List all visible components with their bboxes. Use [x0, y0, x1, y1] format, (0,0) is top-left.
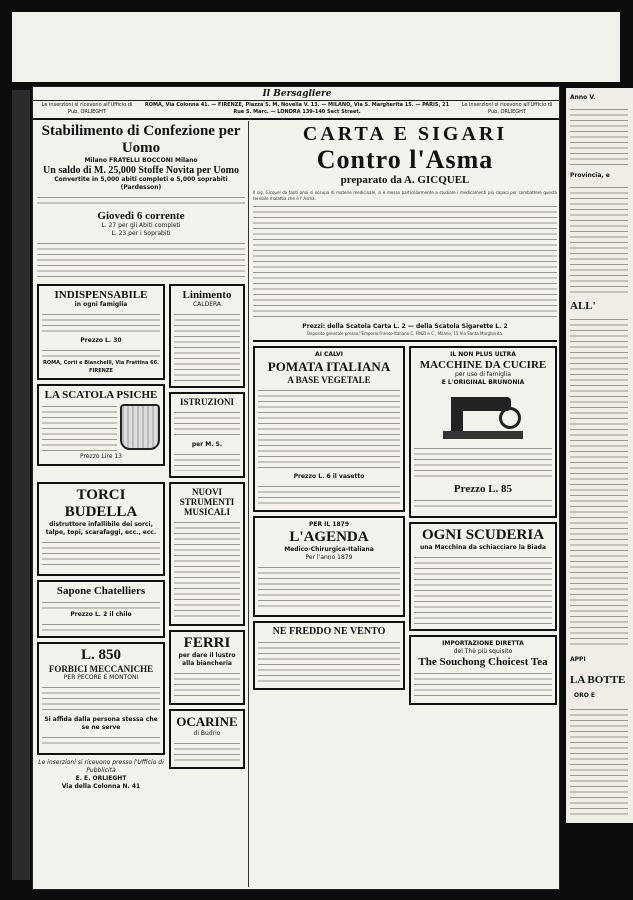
ad-linimento-sub: CALDERA	[192, 301, 222, 308]
ad-agenda-sub: Medico-Chirurgica-Italiana	[284, 545, 374, 553]
body-text	[174, 409, 240, 439]
body-text	[37, 240, 245, 280]
body-text	[258, 387, 400, 471]
body-text	[42, 621, 160, 631]
ad-sapone-title: Sapone Chatelliers	[56, 585, 146, 597]
ad-sapone-price: Prezzo L. 2 il chilo	[70, 611, 132, 618]
facing-year: Anno V.	[570, 94, 596, 101]
ad-ferri-title: FERRI	[183, 635, 231, 651]
ad-macchine-brand: E L'ORIGINAL BRUNONIA	[441, 378, 525, 386]
ad-agenda	[253, 516, 405, 617]
ad-ferri-sub: per dare il lustro alla biancheria	[178, 652, 236, 667]
ad-indispensabile-price: Prezzo L. 30	[80, 337, 122, 344]
body-text	[258, 564, 400, 610]
masthead: Il Bersagliere	[33, 87, 560, 101]
header-rule	[33, 118, 560, 120]
ad-torci-budella	[37, 482, 165, 576]
ad-indispensabile-title: INDISPENSABILE	[54, 289, 148, 301]
ad-ocarine-sub: di Budrio	[193, 730, 221, 737]
cover-sheet	[12, 12, 620, 82]
ad-pomata	[253, 346, 405, 512]
ad-bocconi-price1: L. 27 per gli Abiti completi	[101, 222, 181, 229]
ad-tea-sub: del Thè più squisito	[453, 647, 513, 655]
ad-carta-top: CARTA E SIGARI	[302, 123, 508, 145]
body-text	[42, 311, 160, 335]
facing-heading: ALL'	[570, 300, 596, 312]
header-left-note: Le inserzioni si ricevono all'Ufficio di Pub. ORLIEGHT	[41, 102, 133, 115]
body-text	[414, 554, 552, 624]
body-text	[174, 519, 240, 619]
body-text	[42, 403, 117, 451]
ad-carta-title: Contro l'Asma	[316, 145, 494, 174]
tin-box-icon	[120, 404, 160, 450]
body-text	[174, 451, 240, 471]
body-text	[42, 539, 160, 569]
ad-bocconi-price2: L. 23 per i Soprabiti	[111, 230, 171, 237]
facing-botte: LA BOTTE	[570, 674, 626, 686]
body-text	[42, 684, 160, 714]
ad-freddo-title: NE FREDDO NE VENTO	[272, 625, 386, 637]
ad-macchine-price: Prezzo L. 85	[453, 482, 513, 495]
footer-line3: Via della Colonna N. 41	[61, 783, 141, 790]
body-text	[42, 734, 160, 748]
ad-ocarine-title: OCARINE	[176, 714, 238, 729]
ad-bocconi-offer: Un saldo di M. 25,000 Stoffe Novita per Uomo	[43, 165, 239, 176]
ad-agenda-sub2: Per l'anno 1879	[305, 553, 353, 561]
ad-carta-intro: Il sig. Gicquel da tanti anni si occupa di materie medicinale, si è messo particolarmente a studiare i medicamenti più capaci per combattere questa terribile malattia che è l' Asma.	[253, 190, 557, 201]
column-divider	[248, 121, 249, 887]
ad-torci-sub: distruttore infallibile dei sorci, talpe, topi, scarafaggi, ecc., ecc.	[45, 521, 157, 536]
body-text	[570, 106, 628, 166]
facing-oro: ORO E	[574, 692, 596, 699]
ad-bocconi-day: Giovedi 6 corrente	[97, 210, 185, 222]
facing-appi: APPI	[570, 656, 586, 663]
body-text	[253, 203, 557, 321]
ad-carta-prices: Prezzi: della Scatola Carta L. 2 — della Scatola Sigarette L. 2	[302, 323, 508, 330]
ad-scuderia-sub: una Macchina da schiacciare la Biada	[419, 543, 547, 551]
ad-agenda-year: PER IL 1879	[308, 520, 350, 528]
ad-strumenti	[169, 482, 245, 626]
footer-line1: Le inserzioni si ricevono presso l'Ufficio di Pubblicità	[38, 759, 164, 774]
ad-carta-sigari	[253, 123, 557, 342]
binding-edge	[12, 90, 30, 880]
ad-forbici	[37, 642, 165, 755]
body-text	[414, 670, 552, 698]
ad-ferri	[169, 630, 245, 705]
classified-footer	[37, 759, 165, 791]
ad-tea-over: IMPORTAZIONE DIRETTA	[442, 639, 524, 647]
ad-sapone	[37, 580, 165, 638]
ad-forbici-note: Si affida dalla persona stessa che se ne serve	[44, 716, 158, 731]
ad-indispensabile-sub: in ogni famiglia	[74, 301, 128, 308]
ad-macchine-title: MACCHINE DA CUCIRE	[419, 358, 547, 371]
ad-bocconi-sub: Milano FRATELLI BOCCONI Milano	[84, 157, 198, 164]
ad-scatola-title: LA SCATOLA PSICHE	[44, 389, 158, 401]
ad-carta-by: preparato da A. GICQUEL	[340, 174, 470, 186]
ad-macchine-sub: per uso di famiglia	[455, 370, 511, 378]
body-text	[174, 311, 240, 381]
facing-provincia: Provincia, e	[570, 172, 610, 179]
ad-pomata-price: Prezzo L. 6 il vasetto	[293, 472, 365, 480]
ad-bocconi	[37, 123, 245, 280]
sewing-machine-icon	[443, 391, 523, 441]
ad-agenda-title: L'AGENDA	[289, 528, 369, 545]
ad-forbici-price: L. 850	[80, 647, 121, 663]
ad-istruzioni-title: ISTRUZIONI	[179, 397, 235, 407]
ad-pomata-title: POMATA ITALIANA	[267, 358, 391, 374]
facing-page-strip	[566, 88, 633, 823]
ad-macchine-over: IL NON PLUS ULTRA	[450, 350, 516, 358]
body-text	[414, 497, 552, 511]
ad-istruzioni	[169, 392, 245, 478]
body-text	[42, 347, 160, 357]
ad-indispensabile-address: ROMA, Corti e Bianchelli, Via Frattina 66. FIRENZE	[43, 360, 159, 374]
ad-ocarine	[169, 709, 245, 769]
ad-bocconi-title: Stabilimento di Confezione per Uomo	[41, 123, 241, 156]
right-column	[253, 123, 557, 709]
ad-freddo	[253, 621, 405, 690]
body-text	[42, 599, 160, 609]
ad-scatola-price: Prezzo Lire 13	[80, 453, 122, 460]
ad-torci-title: TORCI BUDELLA	[64, 487, 138, 520]
footer-line2: E. E. ORLIEGHT	[75, 775, 127, 782]
left-column	[37, 123, 245, 791]
ad-tea	[409, 635, 557, 705]
newspaper-page	[32, 86, 560, 890]
ad-scuderia-title: OGNI SCUDERIA	[421, 526, 545, 543]
body-text	[570, 184, 628, 294]
ad-linimento-title: Linimento	[182, 289, 232, 301]
ad-carta-depot: Deposito generale presso l'Emporio Franco-Italiano C. FINZI e C., Milano, 15 Via Santa Margherita.	[306, 331, 504, 336]
body-text	[570, 316, 628, 646]
ad-bocconi-offer2: Convertite in 5,000 abiti completi e 5,000 soprabiti (Pardesson)	[54, 176, 228, 191]
body-text	[570, 706, 628, 816]
ad-scuderia	[409, 522, 557, 631]
body-text	[174, 670, 240, 698]
ad-scatola-psiche	[37, 384, 165, 466]
body-text	[414, 445, 552, 481]
body-text	[174, 740, 240, 762]
ad-pomata-over: AI CALVI	[315, 350, 343, 358]
ad-forbici-title: FORBICI MECCANICHE	[48, 664, 154, 674]
body-text	[258, 483, 400, 505]
ad-macchine	[409, 346, 557, 518]
body-text	[258, 639, 400, 683]
ad-istruzioni-sub: per M. S.	[191, 441, 223, 448]
ad-strumenti-title: NUOVI STRUMENTI MUSICALI	[179, 487, 235, 517]
header-addresses: ROMA, Via Colonna 41. — FIRENZE, Piazza S. M. Novella V. 13. — MILANO, Via S. Margherita 15. — PARIS, 21 Rue S. Marc. — LONDRA 139-140 Sect Street.	[144, 102, 450, 115]
ad-indispensabile	[37, 284, 165, 380]
ad-forbici-sub: PER PECORE E MONTONI	[63, 674, 139, 681]
ad-linimento	[169, 284, 245, 388]
ad-tea-title: The Souchong Choicest Tea	[418, 655, 548, 668]
header-right-note: Le inserzioni si ricevono all'Ufficio di Pub. ORLIEGHT	[461, 102, 553, 115]
body-text	[37, 194, 245, 208]
ad-pomata-sub: A BASE VEGETALE	[287, 374, 371, 385]
